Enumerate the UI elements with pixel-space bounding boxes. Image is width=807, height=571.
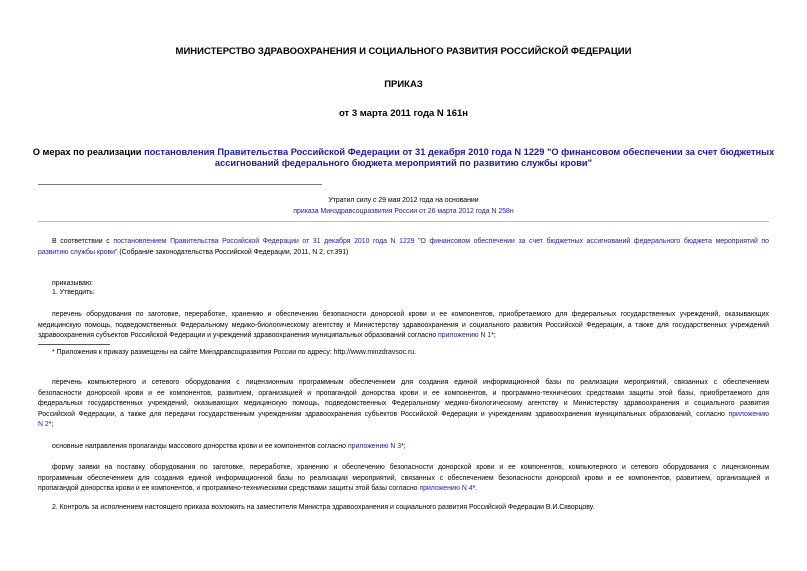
list-item-1-suffix: *; [491,332,496,340]
status-divider [38,221,769,222]
list-item-3 [52,442,406,453]
list-item-2 [38,378,769,431]
list-item-2-line: Российской Федерации, а также для передачи государственным учреждениям здравоохранения субъектов Российской Федерации и учреждениям здравоохранения муниципальных образований, согласно [38,410,729,418]
list-item-4-line: форму заявки на поставку оборудования по заготовке, переработке, хранению и обеспечению безопасности донорской крови и ее компонентов, компьютерного и сетевого оборудования с лицензионным [52,464,769,471]
title-resolution-link-cont[interactable]: ассигнований федерального бюджета мероприятий по развитию службы крови" [214,158,593,168]
list-item-4-suffix: *. [472,485,478,493]
list-item-2-line: безопасности донорской крови и ее компонентов, развитием, организацией и пропагандой донорства крови и ее компонентов, и программно-технических средствами защиты этой базы, приобретаемого для [38,389,769,397]
list-item-4 [38,463,769,495]
title-resolution-link[interactable]: постановления Правительства Российской Федерации от 31 декабря 2010 года N 1229 "О финансовом обеспечении за счет бюджетных [144,147,775,157]
item-1-heading: 1. Утвердить: [52,289,95,296]
status-repeal-link[interactable]: приказа Минздравсоцразвития России от 26 марта 2012 года N 258н [293,207,514,215]
document-title [0,147,807,169]
list-item-1-line: перечень оборудования по заготовке, переработке, хранению и обеспечению безопасности донорской крови и ее компонентов, приобретаемого для федеральных государственных учреждений, оказывающих [52,311,769,318]
status-text: Утратил силу с 29 мая 2012 года на основании [328,197,479,204]
orders-text: приказываю: [52,280,93,287]
ministry-heading: МИНИСТЕРСТВО ЗДРАВООХРАНЕНИЯ И СОЦИАЛЬНОГО РАЗВИТИЯ РОССИЙСКОЙ ФЕДЕРАЦИИ [175,46,632,57]
preamble-suffix: (Собрание законодательства Российской Федерации, 2011, N 2, ст.391) [117,248,349,256]
list-item-1-line: здравоохранения субъектов Российской Федерации и учреждений здравоохранения муниципальных образований согласно [38,332,439,340]
appendix-2-link-cont[interactable]: N 2 [38,421,49,429]
list-item-3-text: основные направления пропаганды массового донорства крови и ее компонентов согласно [52,443,348,450]
list-item-1-line: медицинскую помощь, подведомственных Федеральному медико-биологическому агентству и Министерству здравоохранения и социального развития Российской Федерации, а также для государственных учреждений [38,321,769,329]
document-type: ПРИКАЗ [384,79,423,90]
item-2-text: 2. Контроль за исполнением настоящего приказа возложить на заместителя Министра здравоохранения и социального развития Российской Федерации В.И.Скворцову. [52,504,595,511]
list-item-2-suffix: *; [48,421,54,429]
list-item-4-line: пропагандой донорства крови и ее компонентов, и программно-техническими средствами защиты этой базы согласно [38,485,420,493]
preamble-resolution-link[interactable]: постановлением Правительства Российской Федерации от 31 декабря 2010 года N 1229 "О финансовом обеспечении за счет бюджетных ассигнований федерального бюджета мероприятий по [113,238,769,245]
footnote-divider [38,344,110,345]
appendix-1-link[interactable]: приложению N 1 [438,332,492,340]
preamble-prefix: В соответствии с [52,238,114,245]
list-item-4-line: программным обеспечением для создания единой информационной базы по реализации мероприятий, связанных с обеспечением безопасности донорской крови и ее компонентов, развитием, организацией и [38,474,769,482]
status-note [0,196,807,217]
list-item-2-line: федеральных государственных учреждений, оказывающих медицинскую помощь, подведомственных Федеральному медико-биологическому агентству и Министерству здравоохранения и социального развития [38,400,769,408]
preamble [38,237,769,258]
appendix-3-link[interactable]: приложению N 3 [347,443,402,450]
document-date-number: от 3 марта 2011 года N 161н [338,108,469,119]
title-prefix: О мерах по реализации [32,147,145,157]
appendix-2-link[interactable]: приложению [728,410,769,418]
title-divider [38,184,322,185]
appendix-4-link[interactable]: приложению N 4 [419,485,473,493]
list-item-3-suffix: *; [401,443,406,450]
footnote: * Приложения к приказу размещены на сайте Минздравсоцразвития России по адресу: http://www.minzdravsoc.ru. [52,349,416,356]
preamble-resolution-link-cont[interactable]: развитию службы крови" [38,248,118,256]
list-item-2-line: перечень компьютерного и сетевого оборудования с лицензионным программным обеспечением для создания единой информационной базы по реализации мероприятий, связанных с обеспечением [52,379,769,386]
list-item-1 [38,310,769,342]
